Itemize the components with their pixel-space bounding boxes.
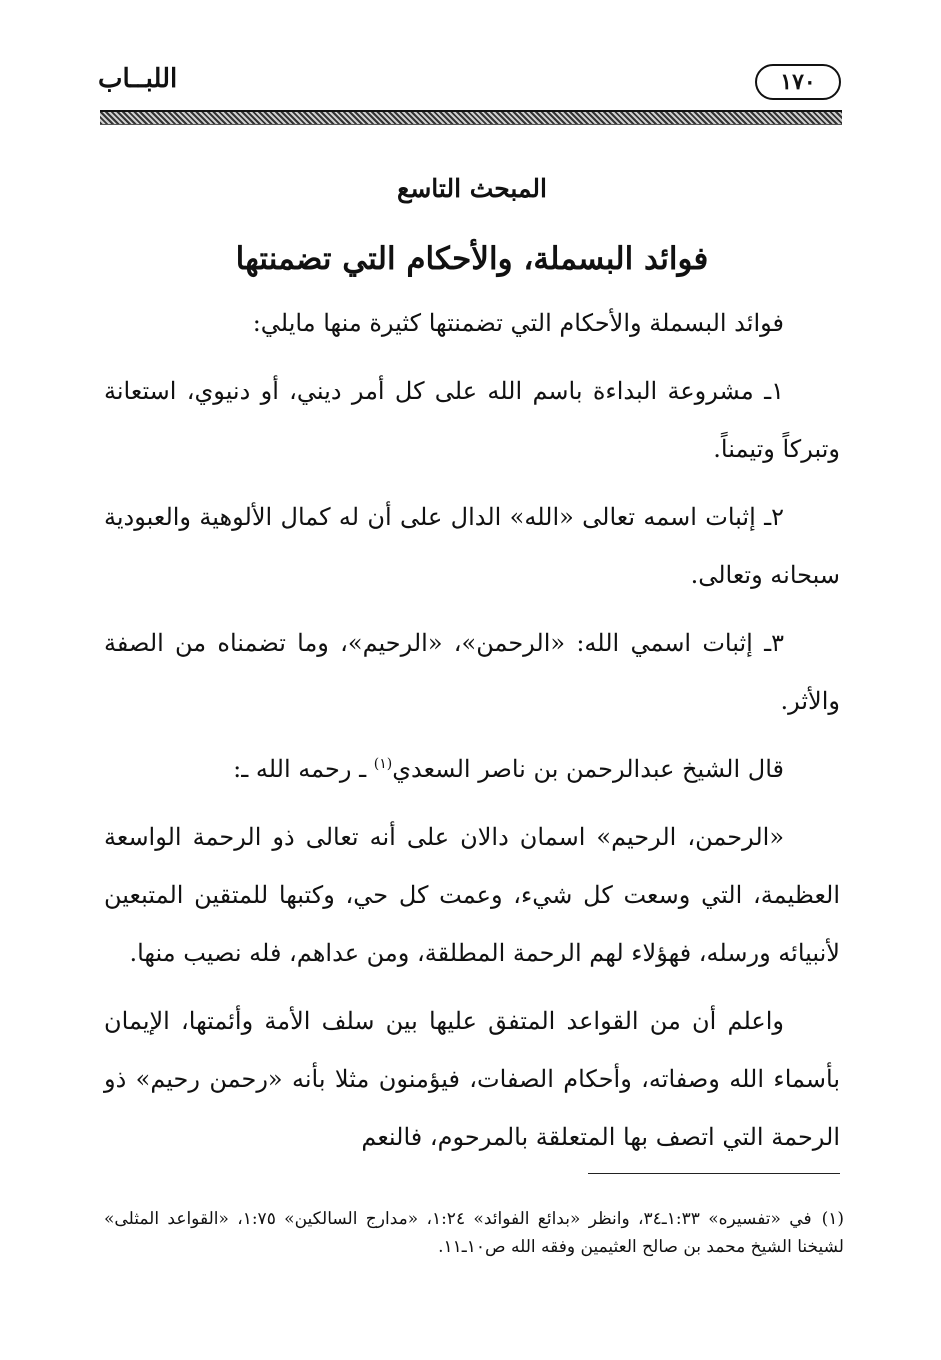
page-body xyxy=(104,160,840,1176)
final-paragraph: واعلم أن من القواعد المتفق عليها بين سلف الأمة وأئمتها، الإيمان بأسماء الله وصفاته، وأحكام الصفات، فيؤمنون مثلا بأنه «رحمن رحيم» ذو الرحمة التي اتصف بها المتعلقة بالمرحوم، فالنعم xyxy=(104,1007,840,1151)
running-title: اللبــاب xyxy=(98,64,178,94)
footnote-text: في «تفسيره» ١:٣٣ـ٣٤، وانظر «بدائع الفوائد» ١:٢٤، «مدارج السالكين» ١:٧٥، «القواعد المثلى» لشيخنا الشيخ محمد بن صالح العثيمين وفقه الله ص١٠ـ١١. xyxy=(104,1209,844,1257)
quote-intro-text: قال الشيخ عبدالرحمن بن ناصر السعدي xyxy=(392,755,784,783)
page-header xyxy=(98,62,843,106)
quote-intro xyxy=(104,740,840,798)
footnote xyxy=(104,1205,844,1261)
quote-paragraph: «الرحمن، الرحيم» اسمان دالان على أنه تعالى ذو الرحمة الواسعة العظيمة، التي وسعت كل شيء، وعمت كل حي، وكتبها للمتقين المتبعين لأنبيائه ورسله، فهؤلاء لهم الرحمة المطلقة، ومن عداهم، فله نصيب منها. xyxy=(104,823,840,967)
page-number-badge: ١٧٠ xyxy=(755,64,841,100)
header-rule xyxy=(100,110,842,125)
footnote-separator xyxy=(588,1173,840,1174)
quote-intro-suffix: ـ رحمه الله ـ: xyxy=(233,755,374,783)
footnote-marker: (١) xyxy=(821,1209,844,1229)
intro-paragraph: فوائد البسملة والأحكام التي تضمنتها كثيرة منها مايلي: xyxy=(252,309,784,337)
section-label: المبحث التاسع xyxy=(397,174,547,203)
list-item-1: ١ـ مشروعة البداءة باسم الله على كل أمر ديني، أو دنيوي، استعانة وتبركاً وتيمناً. xyxy=(104,377,840,463)
footnote-reference[interactable]: (١) xyxy=(373,756,393,772)
list-item-3: ٣ـ إثبات اسمي الله: «الرحمن»، «الرحيم»، وما تضمناه من الصفة والأثر. xyxy=(104,629,840,715)
chapter-title: فوائد البسملة، والأحكام التي تضمنتها xyxy=(235,241,709,277)
list-item-2: ٢ـ إثبات اسمه تعالى «الله» الدال على أن له كمال الألوهية والعبودية سبحانه وتعالى. xyxy=(104,503,840,589)
